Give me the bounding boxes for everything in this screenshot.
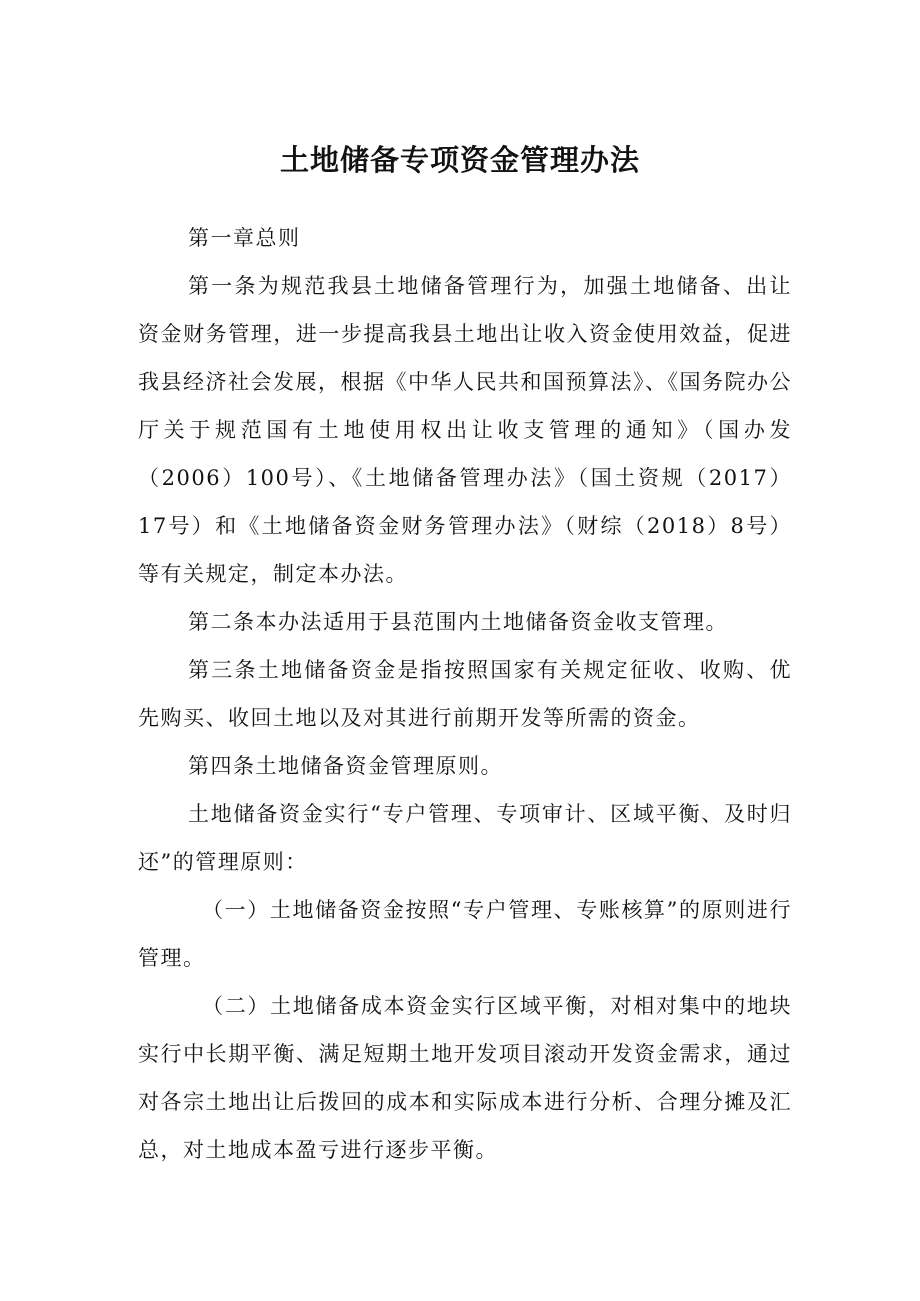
chapter-heading: 第一章总则 — [188, 226, 301, 250]
article-2: 第二条本办法适用于县范围内土地储备资金收支管理。 — [188, 610, 728, 634]
article-1: 第一条为规范我县土地储备管理行为，加强土地储备、出让资金财务管理，进一步提高我县土地出让收入资金使用效益，促进我县经济社会发展，根据《中华人民共和国预算法》、《国务院办公厅关于规范国有土地使用权出让收支管理的通知》（国办发（2006）100号）、《土地储备管理办法》（国土资规（2017）17号）和《土地储备资金财务管理办法》（财综（2018）8号）等有关规定，制定本办法。 — [138, 274, 792, 586]
article-4: 第四条土地储备资金管理原则。 — [188, 754, 503, 778]
document-title: 土地储备专项资金管理办法 — [279, 143, 640, 177]
principle-item-2: （二）土地储备成本资金实行区域平衡，对相对集中的地块实行中长期平衡、满足短期土地开发项目滚动开发资金需求，通过对各宗土地出让后拨回的成本和实际成本进行分析、合理分摊及汇总，对土地成本盈亏进行逐步平衡。 — [138, 994, 792, 1162]
article-3: 第三条土地储备资金是指按照国家有关规定征收、收购、优先购买、收回土地以及对其进行前期开发等所需的资金。 — [138, 658, 792, 730]
article-4-principles: 土地储备资金实行“专户管理、专项审计、区域平衡、及时归还”的管理原则： — [138, 802, 792, 874]
principle-item-1: （一）土地储备资金按照“专户管理、专账核算”的原则进行管理。 — [138, 898, 792, 970]
document-body — [138, 214, 792, 1174]
